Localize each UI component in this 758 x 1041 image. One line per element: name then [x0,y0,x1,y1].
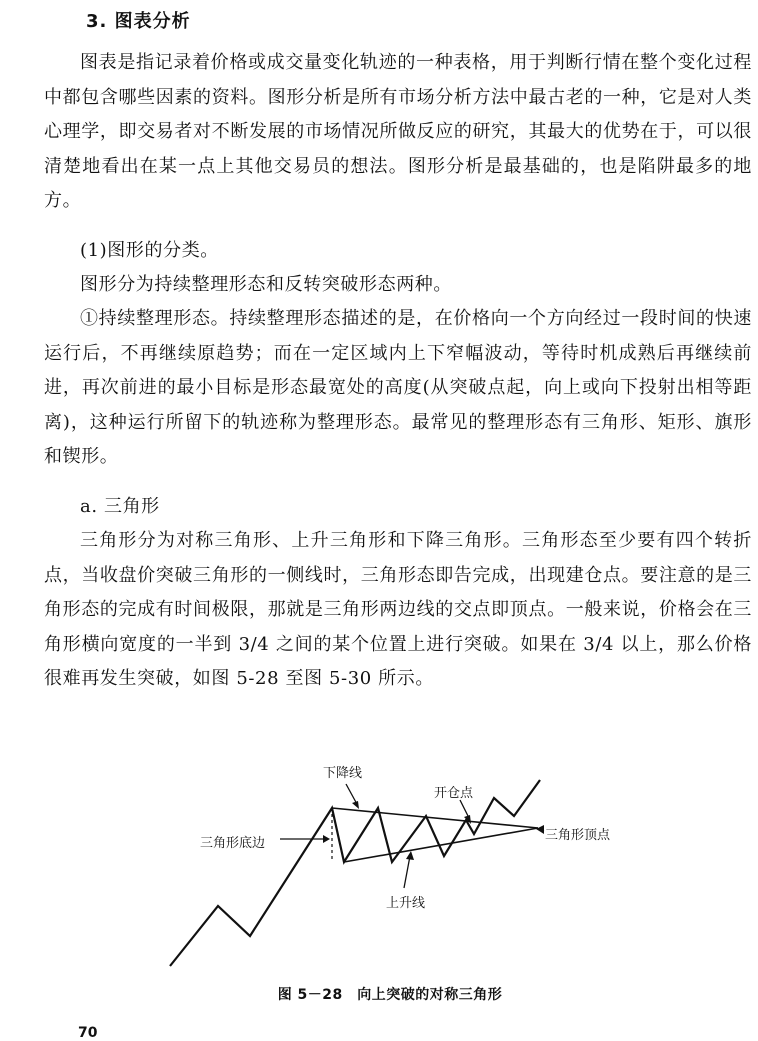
up-line-label: 上升线 [386,896,426,911]
symmetric-triangle-figure [160,760,611,975]
triangle-base-label: 三角形底边 [200,836,266,851]
triangle-paragraph: 三角形分为对称三角形、上升三角形和下降三角形。三角形态至少要有四个转折点，当收盘价突破三角形的一侧线时，三角形态即告完成，出现建仓点。要注意的是三角形态的完成有时间极限，那就是三角形两边线的交点即顶点。一般来说，价格会在三角形横向宽度的一半到 3/4 之间的某个位置上进行突破。如果在 3/4 以上，那么价格很难再发生突破，如图 5-28 至图 5-30 所示。 [44,530,752,689]
classification-paragraph: 图形分为持续整理形态和反转突破形态两种。 [80,274,452,295]
continuation-paragraph: ①持续整理形态。持续整理形态描述的是，在价格向一个方向经过一段时间的快速运行后，不再继续原趋势；而在一定区域内上下窄幅波动，等待时机成熟后再继续前进，再次前进的最小目标是形态最宽处的高度(从突破点起，向上或向下投射出相等距离)，这种运行所留下的轨迹称为整理形态。最常见的整理形态有三角形、矩形、旗形和锲形。 [44,308,752,467]
price-path-line [170,780,540,966]
apex-arrowhead [536,825,544,834]
base-arrowhead [323,835,330,843]
figure-caption: 图 5－28 向上突破的对称三角形 [277,987,503,1003]
intro-paragraph: 图表是指记录着价格或成交量变化轨迹的一种表格，用于判断行情在整个变化过程中都包含哪些因素的资料。图形分析是所有市场分析方法中最古老的一种，它是对人类心理学，即交易者对不断发展的市场情况所做反应的研究，其最大的优势在于，可以很清楚地看出在某一点上其他交易员的想法。图形分析是最基础的，也是陷阱最多的地方。 [44,52,752,211]
triangle-diagram [160,760,580,975]
up-line-arrowhead [406,851,414,860]
down-line-arrowhead [352,801,359,809]
page-number: 70 [78,1025,98,1041]
down-line-label: 下降线 [323,766,363,781]
open-point-label: 开仓点 [434,786,474,801]
section-heading: 3. 图表分析 [86,11,191,32]
up-line-arrow [404,856,410,888]
classification-title: (1)图形的分类。 [80,240,219,261]
triangle-apex-label: 三角形顶点 [545,828,611,843]
up-boundary-line [344,828,538,862]
triangle-title: a. 三角形 [80,496,160,517]
